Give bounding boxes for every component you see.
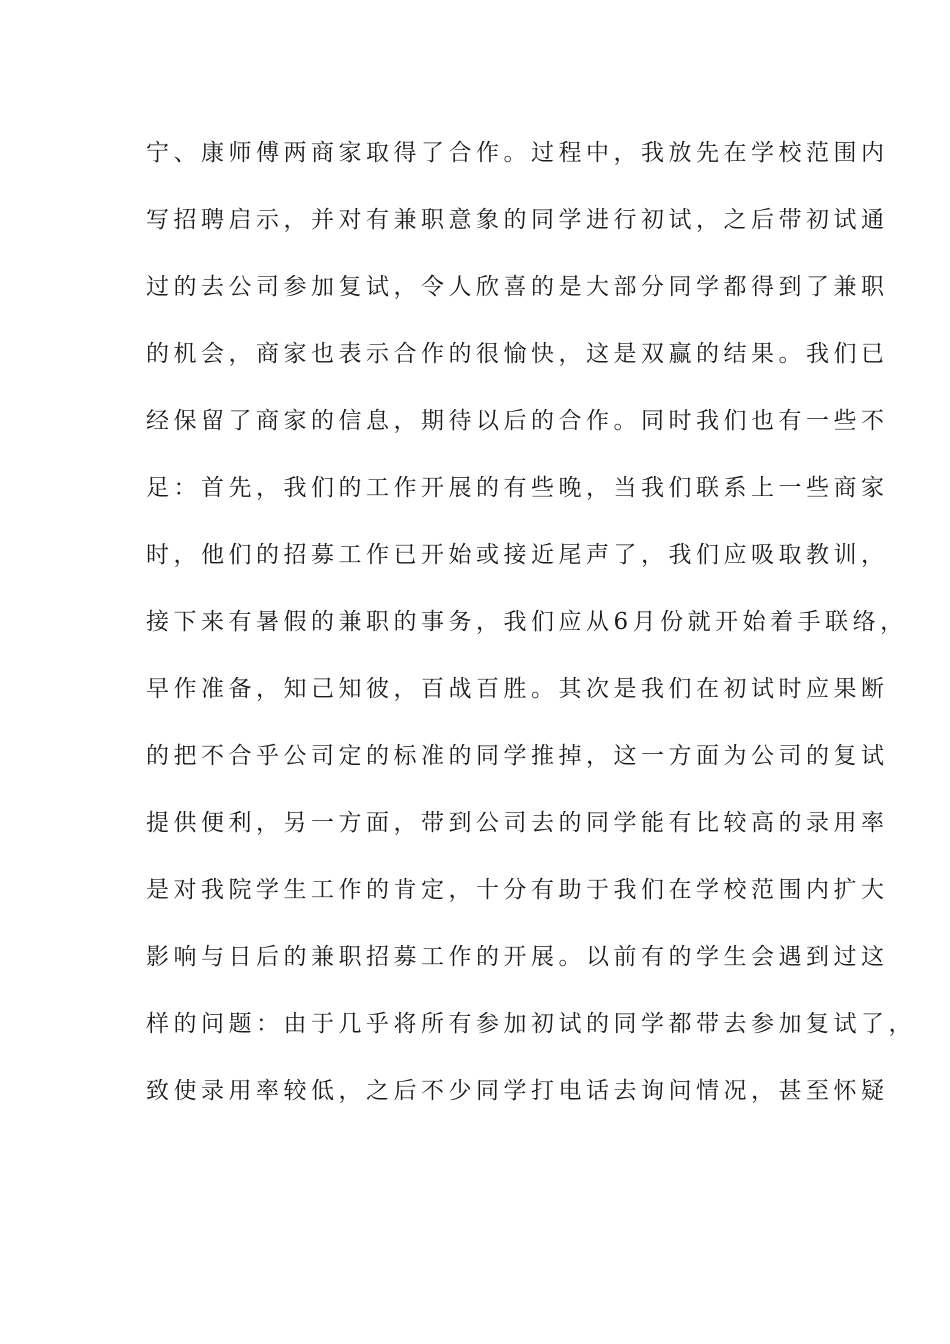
text-line: 宁、康师傅两商家取得了合作。过程中，我放先在学校范围内: [146, 140, 889, 166]
text-line: 致使录用率较低，之后不少同学打电话去询问情况，甚至怀疑: [146, 1078, 889, 1104]
text-line: 写招聘启示，并对有兼职意象的同学进行初试，之后带初试通: [146, 207, 889, 233]
text-line: 的把不合乎公司定的标准的同学推掉，这一方面为公司的复试: [146, 743, 889, 769]
text-line: 过的去公司参加复试，令人欣喜的是大部分同学都得到了兼职: [146, 274, 889, 300]
text-line: 时，他们的招募工作已开始或接近尾声了，我们应吸取教训，: [146, 542, 889, 568]
text-line: 影响与日后的兼职招募工作的开展。以前有的学生会遇到过这: [146, 944, 889, 970]
text-line: 经保留了商家的信息，期待以后的合作。同时我们也有一些不: [146, 408, 889, 434]
text-line: 的机会，商家也表示合作的很愉快，这是双赢的结果。我们已: [146, 341, 889, 367]
text-line: 提供便利，另一方面，带到公司去的同学能有比较高的录用率: [146, 810, 889, 836]
text-line: 早作准备，知己知彼，百战百胜。其次是我们在初试时应果断: [146, 676, 889, 702]
text-line: 样的问题：由于几乎将所有参加初试的同学都带去参加复试了，: [146, 1011, 916, 1037]
text-line: 接下来有暑假的兼职的事务，我们应从6月份就开始着手联络，: [146, 609, 908, 635]
text-line: 是对我院学生工作的肯定，十分有助于我们在学校范围内扩大: [146, 877, 889, 903]
text-line: 足：首先，我们的工作开展的有些晚，当我们联系上一些商家: [146, 475, 889, 501]
body-text: [146, 130, 916, 1135]
